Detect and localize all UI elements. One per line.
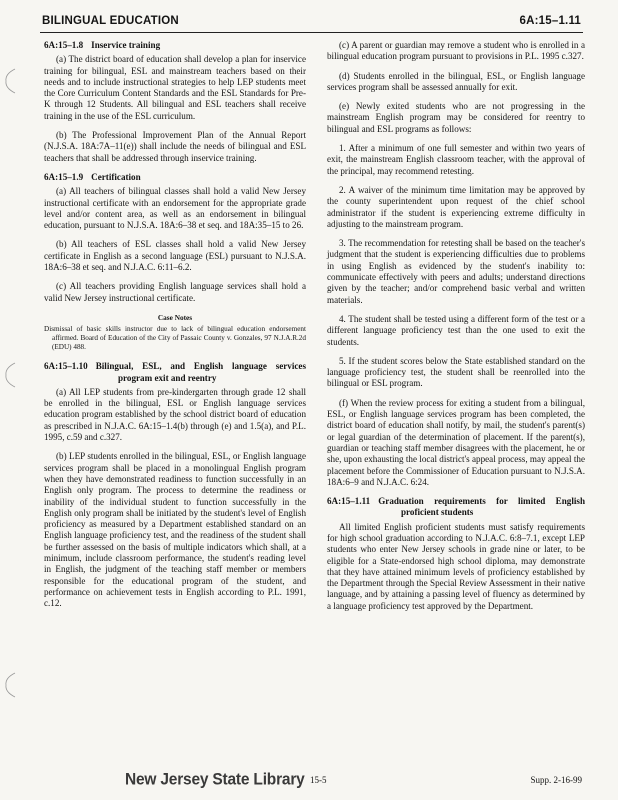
case-notes-heading: Case Notes [157,312,193,322]
list-item: 3. The recommendation for retesting shall be based on the teacher's judgment that the student is experiencing difficulties due to problems in using English as evidenced by the student's inability to: communicate effectively with peers and adults; understand directions given by the teacher; and/or comprehend basic verbal and written materials. [327,238,585,305]
margin-bracket-icon [3,672,17,698]
paragraph: (b) LEP students enrolled in the bilingual, ESL, or English language services program shall be placed in a monolingual English program when they have demonstrated readiness to function successfully in an English only program. The process to determine the readiness or inability of the individual student to function successfully in the English only program shall be initiated by the student's level of English proficiency as measured by a Department established standard on an English language proficiency test, and the readiness of the student shall be further assessed on the basis of multiple indicators which shall, at a minimum, include classroom performance, the student's reading level in English, the judgment of the teaching staff member or members responsible for the educational program of the student, and performance on achievement tests in English according to P.L. 1991, c.12. [44,451,306,609]
section-heading: 6A:15–1.10 Bilingual, ESL, and English language services program exit and reentry [44,361,306,383]
list-item: 2. A waiver of the minimum time limitation may be approved by the county superintendent upon request of the chief school administrator if the student is experiencing extreme difficulty in adjusting to the mainstream program. [327,184,585,229]
running-header [40,12,583,33]
right-column [327,40,585,620]
paragraph: (e) Newly exited students who are not progressing in the mainstream English program may be considered for reentry to bilingual and ESL programs as follows: [327,101,585,134]
supplement-date: Supp. 2-16-99 [530,775,582,785]
list-item: 4. The student shall be tested using a different form of the test or a different language proficiency test than the one used to exit the students. [327,313,585,347]
margin-bracket-icon [3,362,17,388]
paragraph: (b) All teachers of ESL classes shall hold a valid New Jersey certificate in English as a second language (ESL) pursuant to N.J.S.A. 18A:6–38 et seq. and N.J.A.C. 6:11–6.2. [44,239,306,273]
case-notes-text: Dismissal of basic skills instructor due to lack of bilingual education endorsement affirmed. Board of Education of the City of Passaic County v. Gonzales, 97 N.J.A.R.2d (EDU) 488. [44,325,306,352]
header-section: 6A:15–1.11 [519,15,581,27]
list-item: 1. After a minimum of one full semester and within two years of exit, the mainstream English classroom teacher, with the approval of the principal, may recommend retesting. [327,143,585,176]
page-number: 15-5 [310,775,327,785]
paragraph: (a) All LEP students from pre-kindergarten through grade 12 shall be enrolled in the bilingual, ESL or English language services education program established by the school district board of education as prescribed in N.J.A.C. 6A:15–1.4(b) through (e) and 1.5(a), and P.L. 1995, c.59 and c.327. [44,386,306,443]
paragraph: (c) A parent or guardian may remove a student who is enrolled in a bilingual education program pursuant to provisions in P.L. 1995 c.327. [327,40,585,62]
paragraph: All limited English proficient students must satisfy requirements for high school graduation according to N.J.A.C. 6:8–7.1, except LEP students who enter New Jersey schools in grade nine or later, to be eligible for a State-endorsed high school diploma, may demonstrate that they have attained minimum levels of proficiency established by the Department through the Special Review Assessment in their native language, and by attaining a passing level of fluency as determined by a language proficiency test approved by the Department. [327,521,585,611]
library-stamp: New Jersey State Library [125,770,305,789]
left-column [44,40,306,617]
paragraph: (f) When the review process for exiting a student from a bilingual, ESL, or English language services program has been completed, the district board of education shall notify, by mail, the student's parent(s) or legal guardian of the determination of placement. If the parent(s), guardian or teaching staff member disagrees with the placement, he or she, upon exhausting the local district's appeal process, may appeal the placement before the Commissioner of Education pursuant to N.J.S.A. 18A:6–9 and N.J.A.C. 6:24. [327,397,585,487]
margin-bracket-icon [3,68,17,94]
paragraph: (a) The district board of education shall develop a plan for inservice training for bilingual, ESL and mainstream teachers based on their needs and to include instructional strategies to help LEP students meet the Core Curriculum Content Standards and the ESL Standards for Pre-K through 12 Students. All bilingual and ESL teachers shall receive training in the use of the ESL curriculum. [44,54,306,121]
paragraph: (a) All teachers of bilingual classes shall hold a valid New Jersey instructional certificate with an endorsement for the appropriate grade level and/or content area, as well as an endorsement in bilingual education, pursuant to N.J.S.A. 18A:6–38 et seq. and 18A:35–15 to 26. [44,186,306,231]
section-heading: 6A:15–1.11 Graduation requirements for limited English proficient students [327,496,585,518]
numbered-list [327,143,585,390]
list-item: 5. If the student scores below the State established standard on the language proficiency test, the student shall be reenrolled into the bilingual or ESL program. [327,355,585,389]
section-heading: 6A:15–1.9 Certification [44,171,141,182]
paragraph: (c) All teachers providing English language services shall hold a valid New Jersey instructional certificate. [44,281,306,303]
page-footer [0,770,618,792]
section-heading: 6A:15–1.8 Inservice training [44,40,161,50]
header-title: BILINGUAL EDUCATION [42,15,179,27]
paragraph: (b) The Professional Improvement Plan of the Annual Report (N.J.S.A. 18A:7A–11(e)) shall include the needs of bilingual and ESL teachers that shall be addressed through inservice training. [44,130,306,163]
paragraph: (d) Students enrolled in the bilingual, ESL, or English language services program shall be assessed annually for exit. [327,70,585,92]
